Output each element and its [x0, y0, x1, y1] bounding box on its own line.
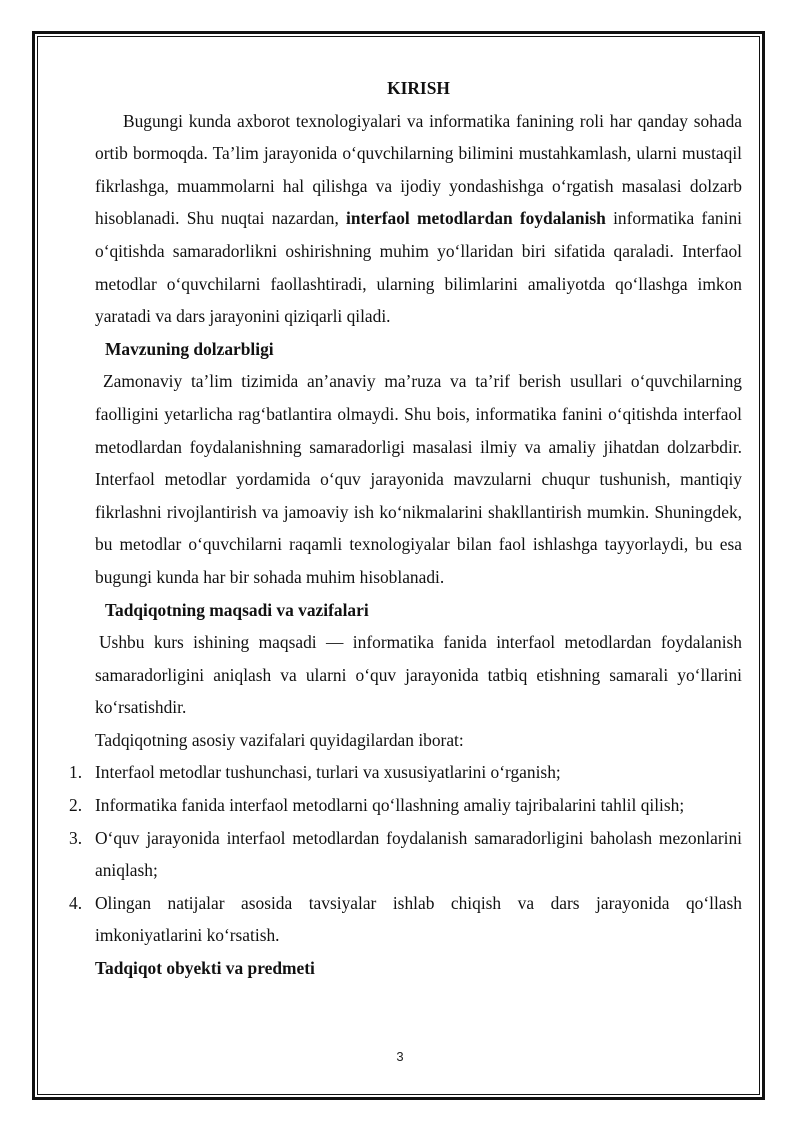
- list-item-number: 1.: [69, 762, 83, 783]
- intro-paragraph: [95, 105, 742, 333]
- list-item: [69, 789, 742, 822]
- list-item-text: Informatika fanida interfaol metodlarni qo‘llashning amaliy tajribalarini tahlil qilish;: [95, 795, 685, 816]
- list-item: [69, 822, 742, 887]
- document-body: [69, 72, 742, 985]
- list-item-number: 2.: [69, 795, 83, 816]
- section-heading-object: Tadqiqot obyekti va predmeti: [95, 958, 315, 979]
- relevance-paragraph: Zamonaviy ta’lim tizimida an’anaviy ma’ruza va ta’rif berish usullari o‘quvchilarning faolligini yetarlicha rag‘batlantira olmaydi. Shu bois, informatika fanini o‘qitishda interfaol metodlardan foydalanishning samaradorligi masalasi ilmiy va amaliy jihatdan dolzarbdir. Interfaol metodlar yordamida o‘quv jarayonida mavzularni chuqur tushunish, mantiqiy fikrlashni rivojlantirish va jamoaviy ish ko‘nikmalarini shakllantirish mumkin. Shuningdek, bu metodlar o‘quvchilarni raqamli texnologiyalar bilan faol ishlashga tayyorlaydi, bu esa bugungi kunda har bir sohada muhim hisoblanadi.: [95, 371, 742, 587]
- list-item: [69, 887, 742, 952]
- list-item-text: Olingan natijalar asosida tavsiyalar ishlab chiqish va dars jarayonida qo‘llash imkoniyatlarini ko‘rsatish.: [95, 892, 742, 946]
- list-item-text: O‘quv jarayonida interfaol metodlardan foydalanish samaradorligini baholash mezonlarini aniqlash;: [95, 827, 742, 881]
- tasks-intro: Tadqiqotning asosiy vazifalari quyidagilardan iborat:: [95, 729, 464, 750]
- list-item-text: Interfaol metodlar tushunchasi, turlari va xususiyatlarini o‘rganish;: [95, 762, 561, 783]
- list-item-number: 3.: [69, 827, 83, 848]
- intro-text-part1: Bugungi kunda axborot texnologiyalari va informatika fanining roli har qanday sohada ortib bormoqda. Ta’lim jarayonida o‘quvchilarning bilimini mustahkamlash, ularni mustaqil fikrlashga, muammolarni hal qilishga va ijodiy yondashishga o‘rgatish masalasi dolzarb hisoblanadi. Shu nuqtai nazardan,: [95, 110, 742, 229]
- list-item: [69, 756, 742, 789]
- page-number: 3: [396, 1049, 404, 1064]
- tasks-list: [69, 756, 742, 952]
- goals-paragraph: Ushbu kurs ishining maqsadi — informatika fanida interfaol metodlardan foydalanish samaradorligini aniqlash va ularni o‘quv jarayonida tatbiq etishning samarali yo‘llarini ko‘rsatishdir.: [95, 632, 742, 718]
- section-heading-goals: Tadqiqotning maqsadi va vazifalari: [105, 599, 369, 620]
- document-title: KIRISH: [387, 78, 450, 98]
- intro-text-part2: informatika fanini o‘qitishda samaradorlikni oshirishning muhim yo‘llaridan biri sifatida qaraladi. Interfaol metodlar o‘quvchilarni faollashtiradi, ularning bilimlarini amaliyotda qo‘llashga imkon yaratadi va dars jarayonini qiziqarli qiladi.: [95, 208, 742, 327]
- intro-bold-phrase: interfaol metodlardan foydalanish: [346, 208, 606, 229]
- section-heading-relevance: Mavzuning dolzarbligi: [105, 338, 274, 359]
- list-item-number: 4.: [69, 892, 83, 913]
